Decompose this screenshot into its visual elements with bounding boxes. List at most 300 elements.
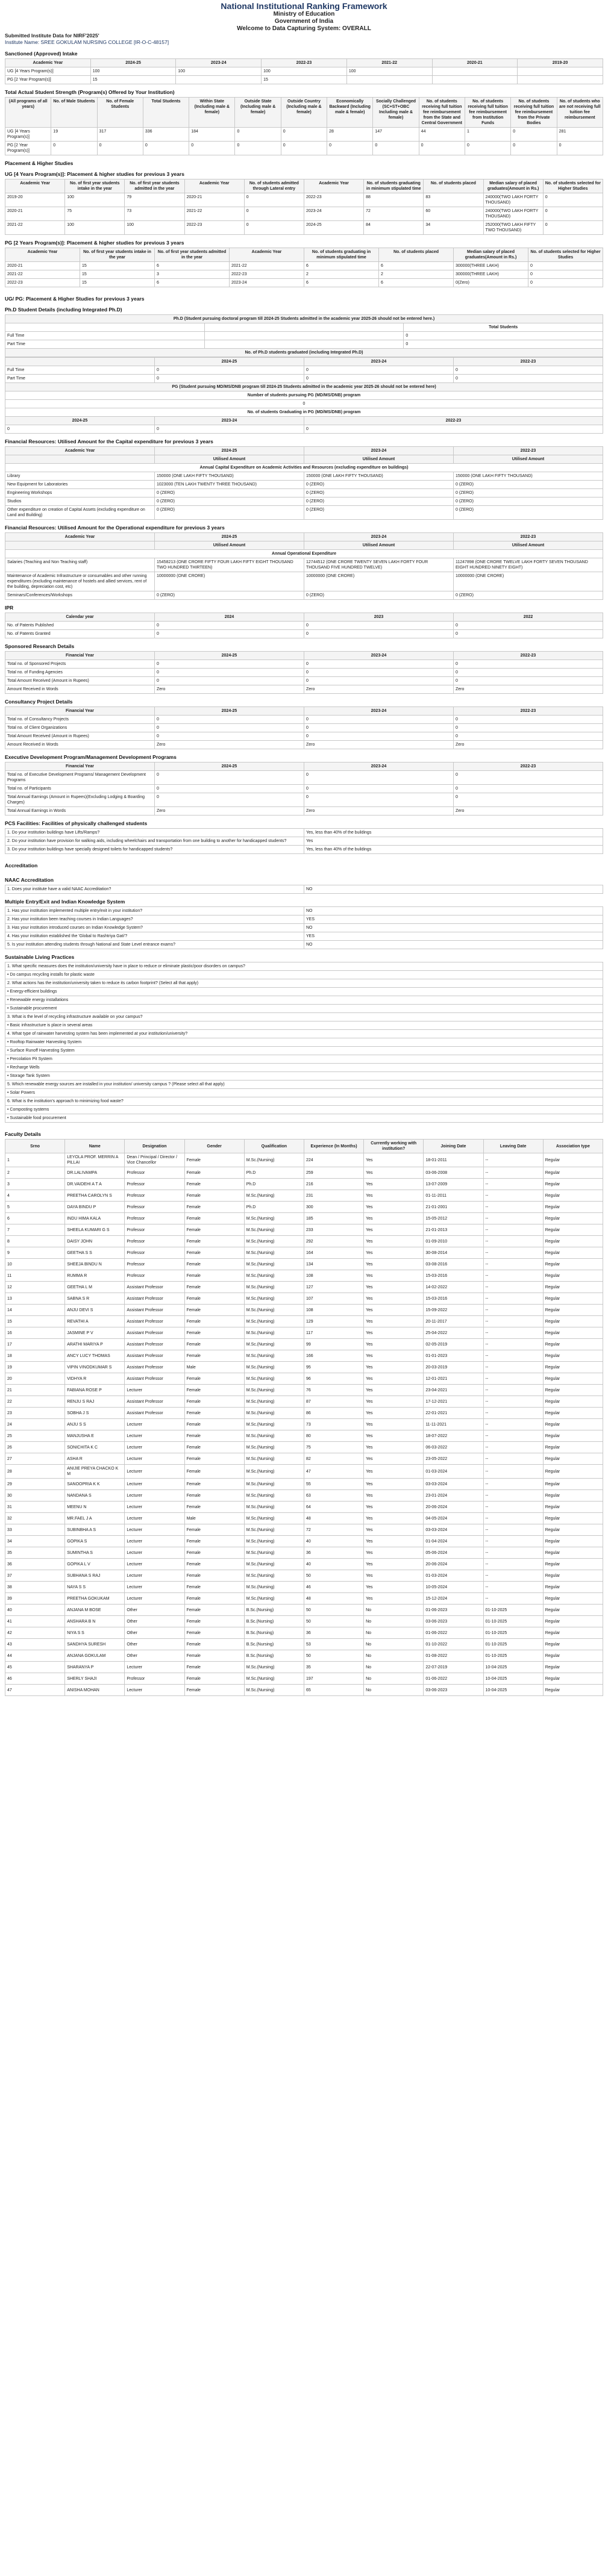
table-cell: 29 [5, 1479, 65, 1490]
table-cell: Female [184, 1685, 244, 1696]
table-cell: Regular [543, 1167, 603, 1179]
table-cell: • Basic infrastructure is place in several areas [5, 1021, 603, 1030]
table-cell: 0 [51, 142, 97, 155]
table-cell: Assistant Professor [125, 1408, 184, 1419]
table-cell: Zero [454, 741, 603, 749]
table-row [5, 771, 603, 785]
table-cell: 0 [419, 142, 465, 155]
sanctioned-intake-title: Sanctioned (Approved) Intake [5, 51, 78, 57]
faculty-row [5, 1430, 603, 1442]
table-cell: NO [304, 907, 603, 915]
table-cell: 3. Has your institution introduced courses on Indian Knowledge System? [5, 924, 304, 932]
column-header: No. of Male Students [51, 98, 97, 128]
welcome-label: Welcome to Data Capturing System: OVERALL [237, 25, 371, 32]
column-header: Academic Year [5, 447, 155, 455]
table-cell: Female [184, 1408, 244, 1419]
table-cell: 292 [304, 1236, 363, 1247]
table-row [5, 67, 603, 76]
table-cell: RUMMA R [65, 1270, 125, 1282]
table-cell: 84 [364, 221, 424, 235]
table-cell: 44 [419, 128, 465, 142]
table-cell: 34 [5, 1536, 65, 1547]
header-row [5, 179, 603, 193]
column-header: Financial Year [5, 763, 155, 771]
table-row [5, 481, 603, 489]
table-cell: 0 (ZERO) [155, 591, 304, 600]
page-header [5, 0, 603, 33]
table-cell: ANJANA M BOSE [65, 1605, 125, 1616]
table-row [5, 128, 603, 142]
table-cell: 65 [304, 1685, 363, 1696]
table-cell [518, 67, 603, 76]
table-cell: REVATHI A [65, 1316, 125, 1327]
table-cell: 72 [364, 207, 424, 221]
table-cell: 0 (ZERO) [304, 497, 454, 506]
table-row [5, 1072, 603, 1081]
table-cell: Zero [304, 685, 454, 694]
column-header: Academic Year [5, 248, 80, 262]
table-cell: 6 [5, 1213, 65, 1224]
table-cell: 0 [304, 793, 454, 807]
fin-operational-title: Financial Resources: Utilised Amount for the Operational expenditure for previous 3 years [5, 525, 225, 531]
table-cell: B.Sc.(Nursing) [244, 1639, 304, 1650]
table-cell: Female [184, 1662, 244, 1673]
table-cell: Lecturer [125, 1419, 184, 1430]
table-cell: 20 [5, 1373, 65, 1385]
phd-year: 2023-24 [304, 358, 454, 366]
table-cell: Regular [543, 1490, 603, 1502]
table-cell: SANDHYA SURESH [65, 1639, 125, 1650]
table-cell: 0 [155, 622, 304, 630]
table-cell: 0 [97, 142, 143, 155]
table-cell [518, 76, 603, 84]
table-cell: 100 [65, 193, 125, 207]
table-cell: Zero [304, 741, 454, 749]
table-cell: 0 (ZERO) [304, 489, 454, 497]
faculty-row [5, 1442, 603, 1453]
table-cell: 25-04-2022 [424, 1327, 483, 1339]
table-row [5, 1021, 603, 1030]
table-cell: ANIJIE PREYA CHACKO K M [65, 1465, 125, 1479]
table-cell: 0 [454, 669, 603, 677]
table-cell: M.Sc.(Nursing) [244, 1685, 304, 1696]
table-cell: 03-06-2023 [424, 1685, 483, 1696]
faculty-row [5, 1202, 603, 1213]
table-cell [432, 76, 518, 84]
table-cell: Female [184, 1167, 244, 1179]
table-cell: -- [483, 1465, 543, 1479]
table-cell: 0 [155, 785, 304, 793]
table-cell: 2 [5, 1167, 65, 1179]
table-cell: Assistant Professor [125, 1362, 184, 1373]
faculty-row [5, 1179, 603, 1190]
table-cell: 23-04-2021 [424, 1385, 483, 1396]
table-cell: 18-07-2022 [424, 1430, 483, 1442]
table-cell: 37 [5, 1570, 65, 1582]
table-cell: UG [4 Years Program(s)] [5, 128, 51, 142]
table-cell: 86 [304, 1408, 363, 1419]
table-cell: 2 [304, 270, 379, 279]
table-cell: Engineering Workshops [5, 489, 155, 497]
table-cell: Regular [543, 1153, 603, 1167]
table-cell: 12744512 (ONE CRORE TWENTY SEVEN LAKH FORTY FOUR THOUSAND FIVE HUNDRED TWELVE) [304, 558, 454, 572]
table-cell: Professor [125, 1259, 184, 1270]
table-cell: 5 [5, 1202, 65, 1213]
table-cell: 63 [304, 1490, 363, 1502]
table-cell: 10-04-2025 [483, 1662, 543, 1673]
table-cell: 79 [125, 193, 184, 207]
table-cell: Yes [364, 1419, 424, 1430]
table-cell: -- [483, 1479, 543, 1490]
table-cell: 0 [281, 142, 327, 155]
table-cell: Yes [364, 1305, 424, 1316]
table-cell: Zero [304, 807, 454, 816]
table-cell: 15 [5, 1316, 65, 1327]
ug-placement-title: UG [4 Years Program(s)]: Placement & higher studies for previous 3 years [5, 171, 184, 177]
table-cell: Seminars/Conferences/Workshops [5, 591, 155, 600]
section-label: Annual Capital Expenditure on Academic Activities and Resources (excluding expenditure on buildings) [5, 464, 603, 472]
table-cell: Regular [543, 1224, 603, 1236]
table-cell: Female [184, 1350, 244, 1362]
phd-table [5, 314, 603, 357]
table-cell: 15 [90, 76, 176, 84]
table-cell: 0 (ZERO) [454, 591, 603, 600]
table-cell: -- [483, 1442, 543, 1453]
table-cell: -- [483, 1224, 543, 1236]
table-cell: 75 [304, 1442, 363, 1453]
table-cell: No [364, 1650, 424, 1662]
table-cell: 2023-24 [230, 279, 304, 287]
column-header: Association type [543, 1140, 603, 1153]
utilised-label: Utilised Amount [454, 541, 603, 550]
table-cell: 0 [189, 142, 235, 155]
column-header: No. of students receiving full tuition fee reimbursement from the Private Bodies [511, 98, 557, 128]
table-cell: -- [483, 1547, 543, 1559]
table-cell: 47 [304, 1465, 363, 1479]
table-cell: Yes [364, 1513, 424, 1524]
pg-md-value: 0 [5, 425, 155, 434]
table-cell: Regular [543, 1236, 603, 1247]
table-cell: M.Sc.(Nursing) [244, 1430, 304, 1442]
table-cell: Regular [543, 1662, 603, 1673]
table-cell: Regular [543, 1479, 603, 1490]
column-header: 2022-23 [454, 447, 603, 455]
table-cell: 0 [304, 732, 454, 741]
table-cell: 42 [5, 1627, 65, 1639]
table-cell: PG [2 Year Program(s)] [5, 76, 91, 84]
table-cell: 0 [155, 716, 304, 724]
phd-value: 0 [304, 366, 454, 375]
section-label: Annual Operational Expenditure [5, 550, 603, 558]
table-cell: Yes [364, 1536, 424, 1547]
table-cell: M.Sc.(Nursing) [244, 1479, 304, 1490]
column-header: Leaving Date [483, 1140, 543, 1153]
institute-name: Institute Name: SREE GOKULAM NURSING COLLEGE [IR-O-C-48157] [5, 39, 169, 45]
table-cell: M.Sc.(Nursing) [244, 1593, 304, 1605]
consultancy-title: Consultancy Project Details [5, 699, 73, 705]
table-cell: Yes [364, 1224, 424, 1236]
table-cell: Yes [364, 1153, 424, 1167]
table-cell: M.Sc.(Nursing) [244, 1419, 304, 1430]
faculty-row [5, 1247, 603, 1259]
table-cell: 36 [5, 1559, 65, 1570]
table-cell: MEENU N [65, 1502, 125, 1513]
table-cell: No [364, 1616, 424, 1627]
table-row [5, 506, 603, 520]
table-cell: -- [483, 1327, 543, 1339]
table-cell: YES [304, 915, 603, 924]
table-cell: 6 [155, 262, 230, 270]
table-cell: Yes [364, 1524, 424, 1536]
table-cell: 20-06-2024 [424, 1502, 483, 1513]
table-cell: Regular [543, 1442, 603, 1453]
table-cell: Ph.D [244, 1179, 304, 1190]
table-row [5, 1114, 603, 1123]
table-cell: 0 (ZERO) [304, 591, 454, 600]
table-cell: 15-05-2012 [424, 1213, 483, 1224]
table-cell: Amount Received in Words [5, 685, 155, 694]
table-cell: 1 [465, 128, 510, 142]
table-cell: Lecturer [125, 1662, 184, 1673]
table-cell: 03-06-2023 [424, 1616, 483, 1627]
faculty-row [5, 1673, 603, 1685]
table-cell: 22 [5, 1396, 65, 1408]
table-cell: Regular [543, 1627, 603, 1639]
table-cell: Lecturer [125, 1465, 184, 1479]
table-cell: 83 [424, 193, 483, 207]
table-cell: Regular [543, 1685, 603, 1696]
table-row [5, 962, 603, 971]
table-cell: GEETHA S S [65, 1247, 125, 1259]
ugpg-title: UG/ PG: Placement & Higher Studies for previous 3 years [5, 296, 145, 302]
table-cell: FABIANA ROSE P [65, 1385, 125, 1396]
table-cell: 129 [304, 1316, 363, 1327]
faculty-row [5, 1259, 603, 1270]
table-cell: No [364, 1662, 424, 1673]
column-header: 2024-25 [155, 447, 304, 455]
table-cell: 9 [5, 1247, 65, 1259]
table-cell: 46 [5, 1673, 65, 1685]
table-cell: Professor [125, 1167, 184, 1179]
table-cell: 2022-23 [304, 193, 363, 207]
table-cell: -- [483, 1153, 543, 1167]
table-cell: Salaries (Teaching and Non Teaching staff) [5, 558, 155, 572]
table-cell: -- [483, 1513, 543, 1524]
table-cell: M.Sc.(Nursing) [244, 1502, 304, 1513]
table-cell: 6. What is the institution's approach to minimizing food waste? [5, 1097, 603, 1106]
table-cell: Yes [364, 1502, 424, 1513]
table-row [5, 572, 603, 591]
table-row [5, 677, 603, 685]
naac-title: NAAC Accreditation [5, 877, 54, 883]
table-cell: Assistant Professor [125, 1350, 184, 1362]
table-cell: 0 [454, 630, 603, 638]
table-cell: Dean / Principal / Director / Vice Chancellor [125, 1153, 184, 1167]
table-cell: 0 (ZERO) [155, 497, 304, 506]
table-cell: M.Sc.(Nursing) [244, 1513, 304, 1524]
table-cell: 0 (ZERO) [155, 506, 304, 520]
table-cell: DAYA BINDU P [65, 1202, 125, 1213]
table-cell: Yes [364, 1293, 424, 1305]
faculty-row [5, 1153, 603, 1167]
table-cell: 01-09-2010 [424, 1236, 483, 1247]
utilised-label: Utilised Amount [155, 541, 304, 550]
table-cell: Regular [543, 1524, 603, 1536]
table-cell: 0 [454, 622, 603, 630]
table-cell: 0 [143, 142, 189, 155]
table-row [5, 279, 603, 287]
table-cell: 6 [304, 279, 379, 287]
table-cell: 3. Do your institution buildings have specially designed toilets for handicapped students? [5, 846, 304, 854]
table-cell: 14 [5, 1305, 65, 1316]
faculty-row [5, 1582, 603, 1593]
fin-capital-table [5, 446, 603, 520]
table-cell [176, 76, 262, 84]
table-cell: 0 (ZERO) [454, 489, 603, 497]
table-cell: Lecturer [125, 1513, 184, 1524]
table-cell [432, 67, 518, 76]
table-cell: 6 [304, 262, 379, 270]
pg-md-title: PG (Student pursuing MD/MS/DNB program till 2024-25 Students admitted in the academic year 2025-26 should not be entered here) [5, 383, 603, 391]
table-cell: 100 [262, 67, 347, 76]
table-cell: Female [184, 1179, 244, 1190]
table-cell: 0 [281, 128, 327, 142]
table-cell: 26 [5, 1442, 65, 1453]
table-cell: Total no. of Consultancy Projects [5, 716, 155, 724]
table-cell: Yes [364, 1362, 424, 1373]
faculty-row [5, 1373, 603, 1385]
table-cell: 0 [327, 142, 373, 155]
faculty-row [5, 1305, 603, 1316]
table-cell: 72 [304, 1524, 363, 1536]
faculty-row [5, 1236, 603, 1247]
faculty-row [5, 1465, 603, 1479]
table-cell: M.Sc.(Nursing) [244, 1190, 304, 1202]
table-cell: 2. What actions has the institution/university taken to reduce its carbon footprint? (Select all that apply) [5, 979, 603, 988]
table-cell: 233 [304, 1224, 363, 1236]
column-header: No. of first year students admitted in the year [155, 248, 230, 262]
column-header: Total Students [143, 98, 189, 128]
utilised-label: Utilised Amount [304, 455, 454, 464]
table-cell: • Recharge Wells [5, 1064, 603, 1072]
table-cell: 2021-22 [5, 221, 65, 235]
table-cell: Other [125, 1650, 184, 1662]
table-cell: VIDHYA R [65, 1373, 125, 1385]
table-cell: M.Sc.(Nursing) [244, 1396, 304, 1408]
table-cell: Yes [364, 1179, 424, 1190]
table-cell: Zero [155, 685, 304, 694]
table-cell: Yes [364, 1270, 424, 1282]
table-cell: 23-01-2024 [424, 1490, 483, 1502]
table-cell: Yes [364, 1593, 424, 1605]
table-cell: Maintenance of Academic Infrastructure or consumables and other running expenditures (excluding maintenance of hostels and allied services, rent of the building, depreciation cost, etc) [5, 572, 155, 591]
faculty-row [5, 1213, 603, 1224]
table-cell: Yes [364, 1282, 424, 1293]
table-cell: Assistant Professor [125, 1305, 184, 1316]
table-cell: 01-10-2025 [483, 1650, 543, 1662]
table-cell: LEYOLA PROF. MERRIN A PILLAI [65, 1153, 125, 1167]
table-cell: Lecturer [125, 1559, 184, 1570]
column-header: Designation [125, 1140, 184, 1153]
table-cell: ANCY LUCY THOMAS [65, 1350, 125, 1362]
table-cell: SONICHITA K C [65, 1442, 125, 1453]
header-row [5, 98, 603, 128]
submitted-label: Submitted Institute Data for NIRF'2025' [5, 33, 99, 39]
table-cell: -- [483, 1316, 543, 1327]
table-cell: Female [184, 1190, 244, 1202]
table-cell: Female [184, 1547, 244, 1559]
table-cell: 55 [304, 1479, 363, 1490]
table-cell: B.Sc.(Nursing) [244, 1616, 304, 1627]
column-header: No. of Female Students [97, 98, 143, 128]
accreditation-title: Accreditation [5, 862, 38, 869]
table-cell: Ph.D [244, 1202, 304, 1213]
table-cell: 4 [5, 1190, 65, 1202]
table-cell: MR.FAEL J A [65, 1513, 125, 1524]
table-cell: M.Sc.(Nursing) [244, 1259, 304, 1270]
table-cell: Yes [364, 1442, 424, 1453]
table-cell: 0 [244, 193, 304, 207]
table-cell: Lecturer [125, 1536, 184, 1547]
table-cell: 0 [244, 221, 304, 235]
table-cell: 27 [5, 1453, 65, 1465]
table-cell: 0 [454, 771, 603, 785]
column-header: Economically Backward (Including male & female) [327, 98, 373, 128]
table-cell: Female [184, 1339, 244, 1350]
table-cell: 15 [80, 262, 155, 270]
table-row [5, 76, 603, 84]
table-cell: Female [184, 1224, 244, 1236]
column-header: (All programs of all years) [5, 98, 51, 128]
table-cell: 10-05-2024 [424, 1582, 483, 1593]
table-cell: 108 [304, 1305, 363, 1316]
table-cell: Yes [364, 1339, 424, 1350]
column-header: Gender [184, 1140, 244, 1153]
table-row [5, 685, 603, 694]
table-cell: 1. Has your institution implemented multiple entry/exit in your institution? [5, 907, 304, 915]
column-header: 2024-25 [155, 707, 304, 716]
table-row [5, 1089, 603, 1097]
table-cell: 43 [5, 1639, 65, 1650]
faculty-row [5, 1408, 603, 1419]
table-row [5, 1013, 603, 1021]
table-cell: Yes [364, 1247, 424, 1259]
table-cell: Library [5, 472, 155, 481]
table-cell: 2020-21 [184, 193, 244, 207]
faculty-row [5, 1593, 603, 1605]
table-cell: 164 [304, 1247, 363, 1259]
table-cell: Regular [543, 1305, 603, 1316]
table-cell: Zero [155, 807, 304, 816]
table-cell: -- [483, 1167, 543, 1179]
table-cell: Regular [543, 1639, 603, 1650]
table-cell: 336 [143, 128, 189, 142]
table-row [5, 932, 603, 941]
table-cell: -- [483, 1350, 543, 1362]
table-cell: 0 [557, 142, 603, 155]
table-row [5, 793, 603, 807]
table-cell: Female [184, 1236, 244, 1247]
table-cell: Yes [364, 1385, 424, 1396]
table-cell: 5. Which renewable energy sources are installed in your institution/ university campus ? (Please select all that apply) [5, 1081, 603, 1089]
phd-graduated-table [5, 357, 603, 434]
table-cell: 127 [304, 1282, 363, 1293]
ug-placement-table [5, 179, 603, 235]
table-cell: Female [184, 1259, 244, 1270]
column-header: 2023-24 [304, 533, 454, 541]
faculty-row [5, 1627, 603, 1639]
column-header: 2023-24 [176, 59, 262, 67]
